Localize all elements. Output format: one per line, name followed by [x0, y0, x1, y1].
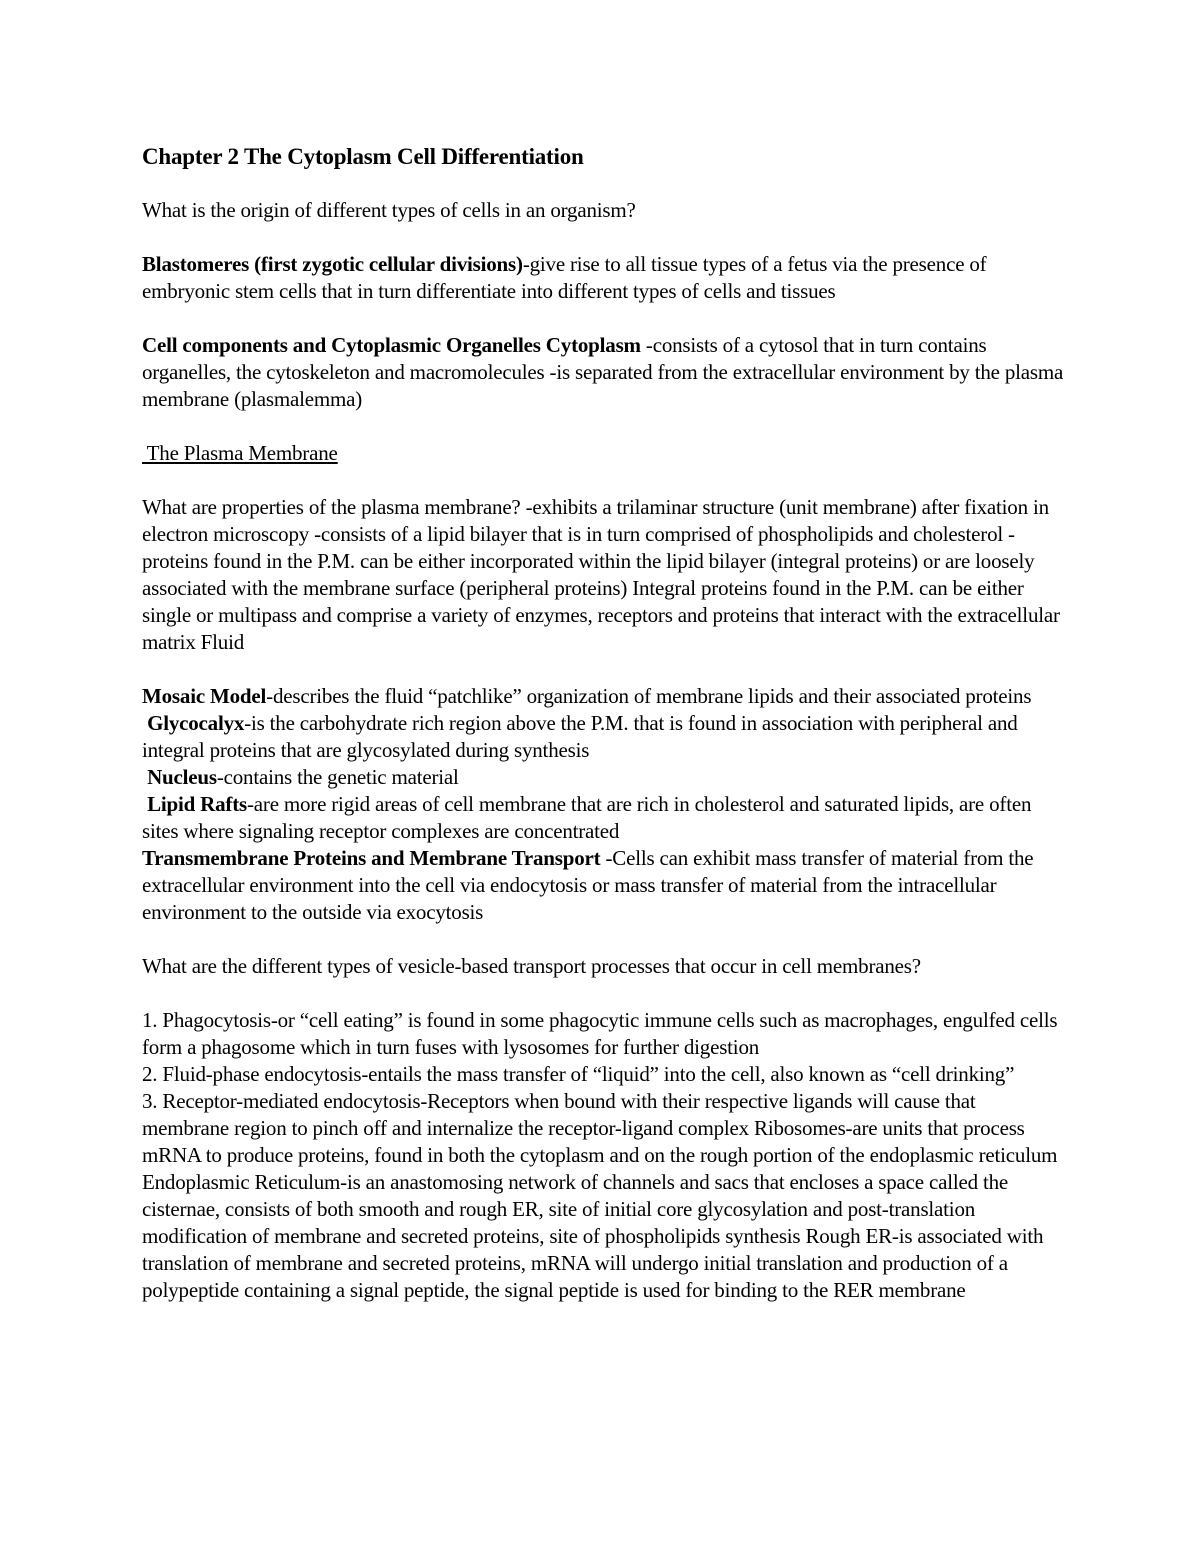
paragraph-nucleus: [142, 764, 1067, 791]
paragraph-glycocalyx: [142, 710, 1067, 764]
text-lipid-rafts: -are more rigid areas of cell membrane that are rich in cholesterol and saturated lipids, are often sites where signaling receptor complexes are concentrated: [142, 792, 1032, 843]
paragraph-plasma-properties: What are properties of the plasma membrane? -exhibits a trilaminar structure (unit membrane) after fixation in electron microscopy -consists of a lipid bilayer that is in turn comprised of phospholipids and cholesterol -proteins found in the P.M. can be either incorporated within the lipid bilayer (integral proteins) or are loosely associated with the membrane surface (peripheral proteins) Integral proteins found in the P.M. can be either single or multipass and comprise a variety of enzymes, receptors and proteins that interact with the extracellular matrix Fluid: [142, 495, 1060, 654]
term-cell-components: Cell components and Cytoplasmic Organelles Cytoplasm: [142, 333, 641, 357]
text-cell-components: -consists of a cytosol that in turn contains organelles, the cytoskeleton and macromolecules -is separated from the extracellular environment by the plasma membrane (plasmalemma): [142, 333, 1064, 411]
text-blastomeres: -give rise to all tissue types of a fetus via the presence of embryonic stem cells that in turn differentiate into different types of cells and tissues: [142, 252, 987, 303]
list-item-receptor-mediated: 3. Receptor-mediated endocytosis-Receptors when bound with their respective ligands will cause that membrane region to pinch off and internalize the receptor-ligand complex Ribosomes-are units that process mRNA to produce proteins, found in both the cytoplasm and on the rough portion of the endoplasmic reticulum Endoplasmic Reticulum-is an anastomosing network of channels and sacs that encloses a space called the cisternae, consists of both smooth and rough ER, site of initial core glycosylation and post-translation modification of membrane and secreted proteins, site of phospholipids synthesis Rough ER-is associated with translation of membrane and secreted proteins, mRNA will undergo initial translation and production of a polypeptide containing a signal peptide, the signal peptide is used for binding to the RER membrane: [142, 1089, 1058, 1302]
paragraph-blastomeres: [142, 251, 1067, 305]
plasma-membrane-heading-text: The Plasma Membrane: [142, 441, 338, 465]
list-item-fluid-phase: 2. Fluid-phase endocytosis-entails the mass transfer of “liquid” into the cell, also known as “cell drinking”: [142, 1062, 1015, 1086]
heading-plasma-membrane: [142, 440, 1067, 467]
paragraph-cell-components: [142, 332, 1067, 413]
chapter-title: Chapter 2 The Cytoplasm Cell Differentiation: [142, 144, 584, 169]
text-nucleus: -contains the genetic material: [216, 765, 459, 789]
paragraph-mosaic-model: [142, 683, 1067, 710]
list-item-phagocytosis: 1. Phagocytosis-or “cell eating” is found in some phagocytic immune cells such as macrophages, engulfed cells form a phagosome which in turn fuses with lysosomes for further digestion: [142, 1008, 1058, 1059]
text-glycocalyx: -is the carbohydrate rich region above the P.M. that is found in association with peripheral and integral proteins that are glycosylated during synthesis: [142, 711, 1018, 762]
term-glycocalyx: Glycocalyx: [147, 711, 245, 735]
text-mosaic-model: -describes the fluid “patchlike” organization of membrane lipids and their associated proteins: [266, 684, 1032, 708]
question-origin: What is the origin of different types of cells in an organism?: [142, 198, 636, 222]
term-lipid-rafts: Lipid Rafts: [147, 792, 247, 816]
term-mosaic-model: Mosaic Model: [142, 684, 267, 708]
document-page: [142, 142, 1067, 1304]
term-blastomeres: Blastomeres (first zygotic cellular divisions): [142, 252, 523, 276]
term-transmembrane: Transmembrane Proteins and Membrane Transport: [142, 846, 601, 870]
text-transmembrane: -Cells can exhibit mass transfer of material from the extracellular environment into the cell via endocytosis or mass transfer of material from the intracellular environment to the outside via exocytosis: [142, 846, 1034, 924]
paragraph-transmembrane: [142, 845, 1067, 926]
paragraph-lipid-rafts: [142, 791, 1067, 845]
term-nucleus: Nucleus: [147, 765, 217, 789]
question-vesicle-transport: What are the different types of vesicle-based transport processes that occur in cell membranes?: [142, 954, 921, 978]
